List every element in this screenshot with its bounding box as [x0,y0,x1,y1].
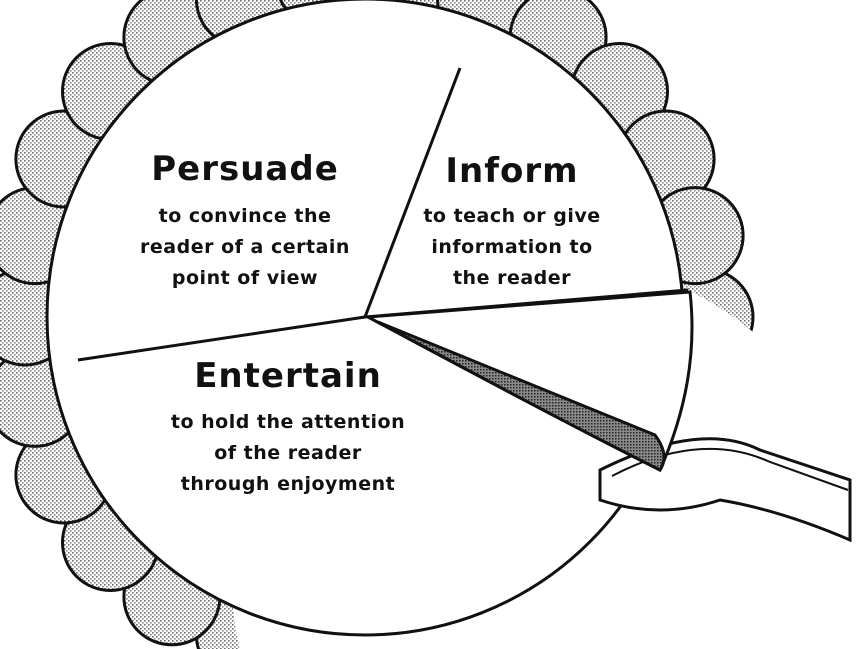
persuade-title: Persuade [151,149,339,189]
entertain-section [171,356,405,495]
inform-line-1: to teach or give [423,205,601,227]
entertain-title: Entertain [194,356,382,396]
entertain-line-2: of the reader [214,442,362,464]
inform-title: Inform [445,151,579,191]
entertain-line-1: to hold the attention [170,411,406,433]
inform-line-2: information to [431,236,593,258]
inform-line-3: the reader [452,267,572,289]
persuade-line-2: reader of a certain [140,236,350,258]
persuade-line-3: point of view [171,267,319,289]
entertain-line-3: through enjoyment [180,473,396,495]
persuade-line-1: to convince the [158,205,332,227]
